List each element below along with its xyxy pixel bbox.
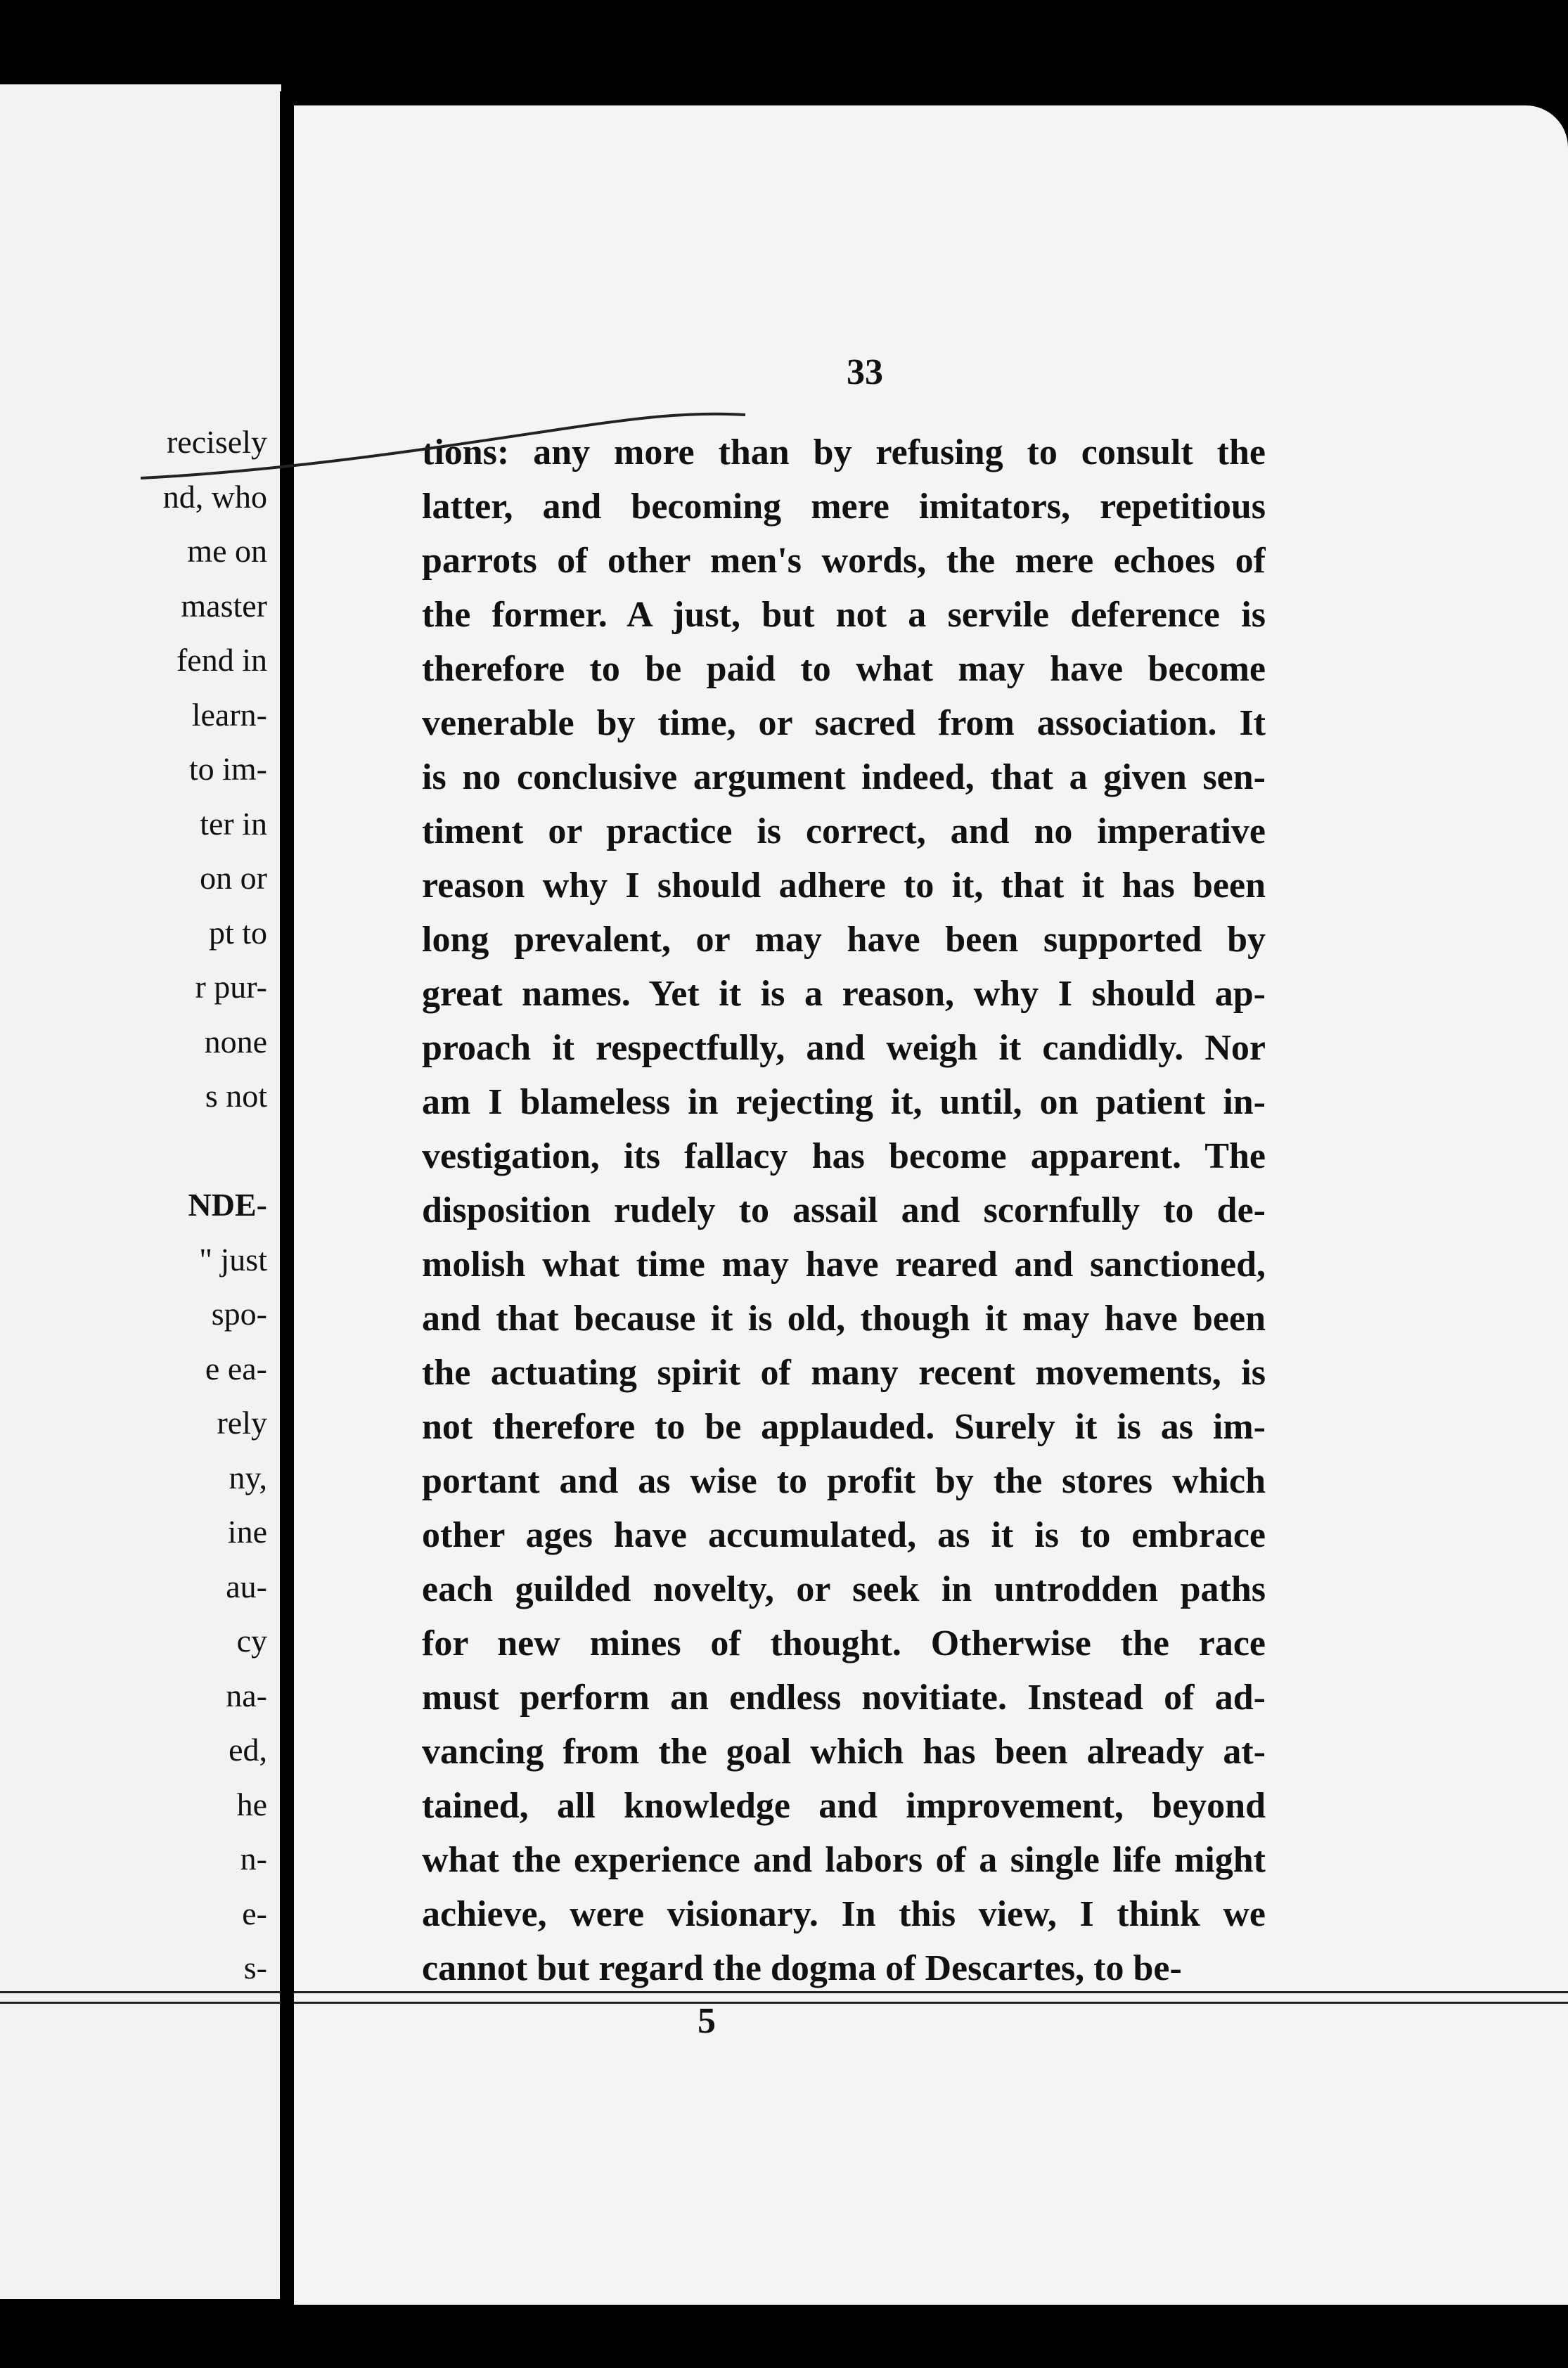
text-line: for new mines of thought. Otherwise the race xyxy=(422,1623,1266,1664)
left-page-line: ed, xyxy=(229,1732,267,1768)
left-page-line: s not xyxy=(205,1078,267,1114)
left-page-text xyxy=(0,415,267,1995)
left-page-line: master xyxy=(181,587,267,624)
text-line: therefore to be paid to what may have become xyxy=(422,649,1266,689)
text-line: disposition rudely to assail and scornfully to de- xyxy=(422,1190,1266,1230)
text-line: and that because it is old, though it may have been xyxy=(422,1299,1266,1339)
left-page-line: spo- xyxy=(211,1296,267,1332)
text-line: am I blameless in rejecting it, until, on patient in- xyxy=(422,1082,1266,1122)
left-page-line xyxy=(0,1124,267,1178)
left-page-line: s- xyxy=(243,1950,267,1986)
text-line: reason why I should adhere to it, that it has been xyxy=(422,866,1266,906)
text-line: parrots of other men's words, the mere echoes of xyxy=(422,541,1266,581)
text-line: the actuating spirit of many recent movements, is xyxy=(422,1353,1266,1393)
left-page-line: fend in xyxy=(176,642,267,678)
text-line: latter, and becoming mere imitators, repetitious xyxy=(422,487,1266,527)
text-line: vancing from the goal which has been already at- xyxy=(422,1732,1266,1772)
left-page-line: none xyxy=(204,1023,267,1060)
text-line: achieve, were visionary. In this view, I think we xyxy=(422,1894,1266,1934)
text-line: must perform an endless novitiate. Instead of ad- xyxy=(422,1678,1266,1718)
signature-mark: 5 xyxy=(698,2001,716,2041)
text-line: other ages have accumulated, as it is to embrace xyxy=(422,1515,1266,1555)
left-page-line: au- xyxy=(226,1568,267,1604)
pen-mark-stroke xyxy=(141,373,773,485)
left-page-line: rely xyxy=(217,1405,267,1441)
left-page-line: nd, who xyxy=(162,478,267,515)
footer-rule xyxy=(294,1991,1568,2004)
text-line: is no conclusive argument indeed, that a given sen- xyxy=(422,757,1266,797)
text-line: vestigation, its fallacy has become apparent. The xyxy=(422,1136,1266,1176)
text-line: the former. A just, but not a servile deference is xyxy=(422,595,1266,635)
left-page-line: me on xyxy=(187,533,267,569)
left-page-line: on or xyxy=(200,860,267,896)
left-page-line: ine xyxy=(227,1514,267,1550)
text-line: molish what time may have reared and sanctioned, xyxy=(422,1244,1266,1285)
body-text xyxy=(422,425,1266,1995)
text-line: tions: any more than by refusing to consult the xyxy=(422,432,1266,472)
left-page-line: e- xyxy=(242,1895,267,1931)
left-page-line: learn- xyxy=(191,696,267,733)
left-page-line: pt to xyxy=(208,914,267,951)
left-page-line: e ea- xyxy=(205,1350,267,1386)
text-line: what the experience and labors of a single life might xyxy=(422,1840,1266,1880)
text-line: tained, all knowledge and improvement, beyond xyxy=(422,1786,1266,1826)
left-page-line: recisely xyxy=(166,424,267,460)
text-line: great names. Yet it is a reason, why I should ap- xyxy=(422,974,1266,1014)
left-page-line: n- xyxy=(240,1841,267,1877)
text-line: venerable by time, or sacred from association. It xyxy=(422,703,1266,743)
text-line: proach it respectfully, and weigh it candidly. Nor xyxy=(422,1028,1266,1068)
left-page-line: cy xyxy=(236,1623,267,1659)
left-page-line: to im- xyxy=(188,751,267,787)
left-page-line: ter in xyxy=(200,805,267,842)
text-line: cannot but regard the dogma of Descartes, to be- xyxy=(422,1948,1182,1988)
left-page-footer-rule xyxy=(0,1991,281,2004)
page-number: 33 xyxy=(847,352,883,392)
text-line: long prevalent, or may have been supported by xyxy=(422,920,1266,960)
text-line: each guilded novelty, or seek in untrodden paths xyxy=(422,1569,1266,1609)
text-line: not therefore to be applauded. Surely it is as im- xyxy=(422,1407,1266,1447)
left-page-line: NDE- xyxy=(188,1187,267,1223)
left-page-line: " just xyxy=(199,1241,267,1278)
left-page-line: he xyxy=(236,1786,267,1822)
text-line: portant and as wise to profit by the stores which xyxy=(422,1461,1266,1501)
left-page-line: na- xyxy=(226,1677,267,1713)
left-page-line: r pur- xyxy=(195,969,267,1005)
left-page-line: ny, xyxy=(229,1459,267,1495)
text-line: timent or practice is correct, and no imperative xyxy=(422,811,1266,851)
